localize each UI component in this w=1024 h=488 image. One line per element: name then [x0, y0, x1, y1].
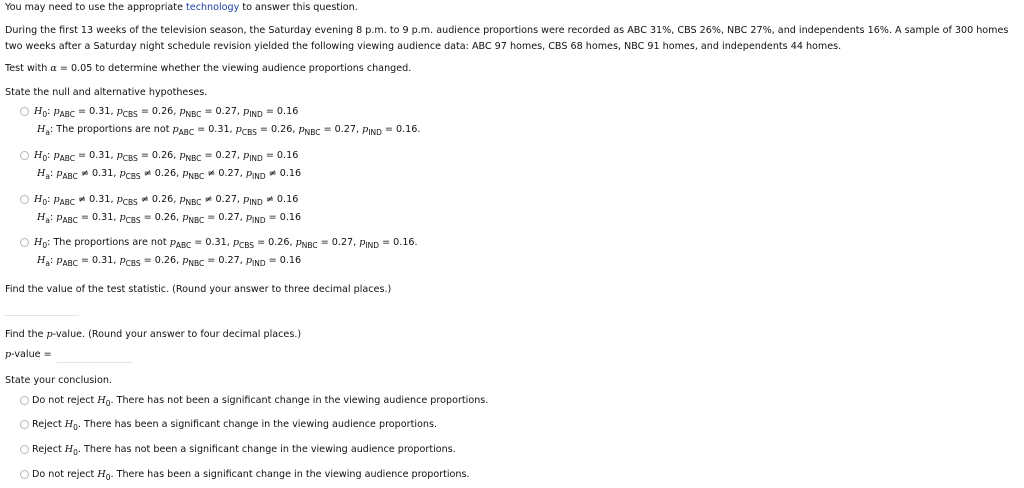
radio-conclusion-2[interactable]: [20, 420, 29, 429]
ha-statement: $H_a$: $p_{ABC} = 0.31$, $p_{CBS} = 0.26$, $p_{NBC} = 0.27$, $p_{IND} = 0.16$: [37, 255, 302, 268]
radio-hypothesis-4[interactable]: [20, 238, 29, 247]
pvalue-label: [5, 349, 52, 360]
conclusion-text: Do not reject $H_0$. There has been a significant change in the viewing audience proportions.: [32, 469, 470, 482]
pvalue-prompt-prefix: Find the: [5, 329, 47, 340]
radio-conclusion-4[interactable]: [20, 470, 29, 479]
test-with-suffix: = 0.05 to determine whether the viewing audience proportions changed.: [56, 63, 412, 74]
conclusion-text: Reject $H_0$. There has not been a significant change in the viewing audience proportions.: [32, 444, 456, 457]
h0-statement: $H_0$: $p_{ABC} \ne 0.31$, $p_{CBS} \ne 0.26$, $p_{NBC} \ne 0.27$, $p_{IND} \ne 0.16$: [34, 194, 299, 207]
radio-conclusion-1[interactable]: [20, 396, 29, 405]
technology-link[interactable]: technology: [186, 2, 240, 13]
hypothesis-option-1[interactable]: [20, 106, 620, 140]
conclusion-text: Do not reject $H_0$. There has not been a significant change in the viewing audience proportions.: [32, 395, 489, 408]
radio-hypothesis-1[interactable]: [20, 107, 29, 116]
test-with-line: [5, 63, 411, 74]
pvalue-prompt: [5, 329, 301, 340]
pvalue-label-suffix: -value =: [11, 349, 52, 360]
intro-suffix: to answer this question.: [239, 2, 358, 13]
test-with-prefix: Test with: [5, 63, 51, 74]
pvalue-input[interactable]: [57, 347, 133, 363]
conclusion-option-1[interactable]: [20, 395, 540, 409]
problem-text: During the first 13 weeks of the television season, the Saturday evening 8 p.m. to 9 p.m. audience proportions were recorded as ABC 31%, CBS 26%, NBC 27%, and independents 16%. A sample of 300 homes two weeks after a Saturday night schedule revision yielded the following viewing audience data: ABC 97 homes, CBS 68 homes, NBC 91 homes, and independents 44 homes.: [5, 25, 1009, 52]
test-statistic-prompt: Find the value of the test statistic. (Round your answer to three decimal places.): [5, 284, 392, 295]
pvalue-label-p: p: [5, 349, 12, 360]
radio-conclusion-3[interactable]: [20, 445, 29, 454]
ha-statement: $H_a$: $p_{ABC} \ne 0.31$, $p_{CBS} \ne 0.26$, $p_{NBC} \ne 0.27$, $p_{IND} \ne 0.16$: [37, 168, 302, 181]
hypotheses-prompt: State the null and alternative hypotheses.: [5, 87, 208, 98]
conclusion-prompt: State your conclusion.: [5, 375, 112, 386]
radio-hypothesis-3[interactable]: [20, 195, 29, 204]
intro-line: [5, 2, 358, 13]
ha-statement: $H_a$: $p_{ABC} = 0.31$, $p_{CBS} = 0.26$, $p_{NBC} = 0.27$, $p_{IND} = 0.16$: [37, 212, 302, 225]
conclusion-option-4[interactable]: [20, 469, 540, 483]
radio-hypothesis-2[interactable]: [20, 151, 29, 160]
conclusion-option-3[interactable]: [20, 444, 540, 458]
hypothesis-option-3[interactable]: [20, 194, 620, 228]
conclusion-option-2[interactable]: [20, 419, 540, 433]
pvalue-prompt-suffix: -value. (Round your answer to four decimal places.): [52, 329, 302, 340]
test-statistic-input[interactable]: [5, 300, 79, 316]
hypothesis-option-2[interactable]: [20, 150, 620, 184]
intro-prefix: You may need to use the appropriate: [5, 2, 187, 13]
h0-statement: $H_0$: The proportions are not $p_{ABC} = 0.31$, $p_{CBS} = 0.26$, $p_{NBC} = 0.27$, $p_{IND} = 0.16$.: [34, 237, 418, 250]
alpha-symbol: α: [50, 63, 57, 74]
h0-statement: $H_0$: $p_{ABC} = 0.31$, $p_{CBS} = 0.26$, $p_{NBC} = 0.27$, $p_{IND} = 0.16$: [34, 150, 299, 163]
h0-statement: $H_0$: $p_{ABC} = 0.31$, $p_{CBS} = 0.26$, $p_{NBC} = 0.27$, $p_{IND} = 0.16$: [34, 106, 299, 119]
pvalue-prompt-p: p: [46, 329, 53, 340]
hypothesis-option-4[interactable]: [20, 237, 620, 271]
conclusion-text: Reject $H_0$. There has been a significant change in the viewing audience proportions.: [32, 419, 437, 432]
ha-statement: $H_a$: The proportions are not $p_{ABC} = 0.31$, $p_{CBS} = 0.26$, $p_{NBC} = 0.27$, $p_{IND} = 0.16$.: [37, 124, 421, 137]
